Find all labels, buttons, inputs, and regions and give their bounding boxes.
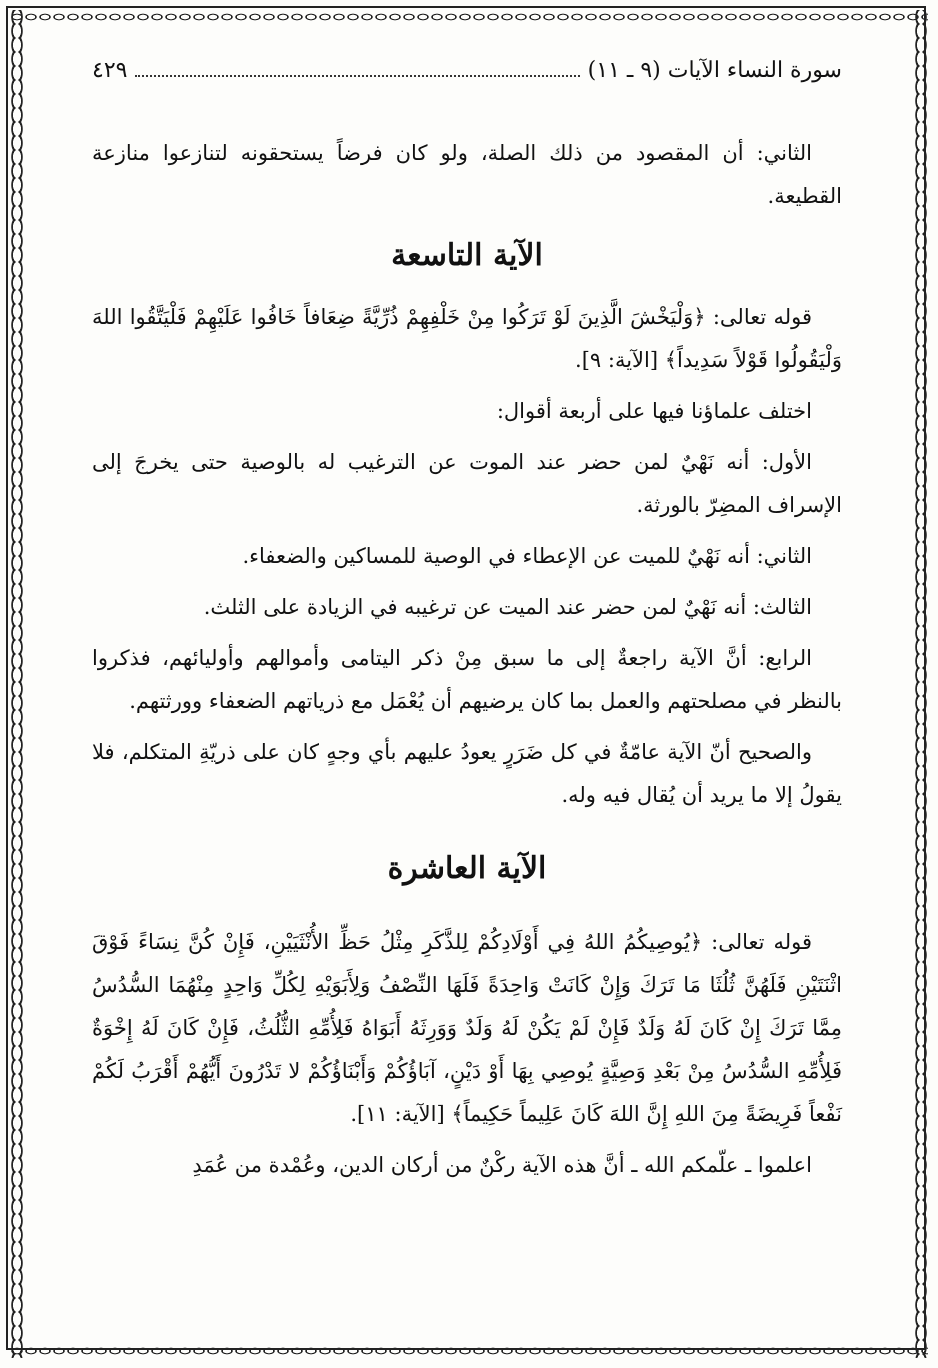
running-head-title: سورة النساء الآيات (٩ ـ ١١) (587, 58, 842, 83)
paragraph: الثاني: أن المقصود من ذلك الصلة، ولو كان فرضاً يستحقونه لتنازعوا منازعة القطيعة. (92, 141, 842, 208)
paragraph-verse-quote: قوله تعالى: ﴿يُوصِيكُمُ اللهُ فِي أَوْلَادِكُمْ لِلذَّكَرِ مِثْلُ حَظِّ الأُنْثَيَيْنِ، فَإِنْ كُنَّ نِسَاءً فَوْقَ اثْنَتَيْنِ فَلَهُنَّ ثُلُثَا مَا تَرَكَ وَإِنْ كَانَتْ وَاحِدَةً فَلَهَا النِّصْفُ وَلِأَبَوَيْهِ لِكُلِّ وَاحِدٍ مِنْهُمَا السُّدُسُ مِمَّا تَرَكَ إِنْ كَانَ لَهُ وَلَدٌ فَإِنْ لَمْ يَكُنْ لَهُ وَلَدٌ وَوَرِثَهُ أَبَوَاهُ فَلِأُمِّهِ الثُّلُثُ، فَإِنْ كَانَ لَهُ إِخْوَةٌ فَلِأُمِّهِ السُّدُسُ مِنْ بَعْدِ وَصِيَّةٍ يُوصِي بِهَا أَوْ دَيْنٍ، آبَاؤُكُمْ وَأَبْنَاؤُكُمْ لا تَدْرُونَ أَيُّهُمْ أَقْرَبُ لَكُمْ نَفْعاً فَرِيضَةً مِنَ اللهِ إِنَّ اللهَ كَانَ عَلِيماً حَكِيماً﴾ [الآية: ١١]. (92, 930, 842, 1126)
paragraph: والصحيح أنّ الآية عامّةٌ في كل ضَرَرٍ يعودُ عليهم بأي وجهٍ كان على ذريّةِ المتكلم، فلا يقولُ إلا ما يريد أن يُقال فيه وله. (92, 740, 842, 807)
leader-dots (135, 75, 579, 77)
paragraph: اعلموا ـ علّمكم الله ـ أنَّ هذه الآية ركْنٌ من أركان الدين، وعُمْدة من عُمَدِ (192, 1153, 812, 1177)
section-heading-tenth-verse: الآية العاشرة (387, 851, 547, 886)
section-heading-ninth-verse: الآية التاسعة (391, 238, 543, 273)
ornament-border-left (10, 10, 24, 1358)
running-header (92, 58, 842, 98)
paragraph: اختلف علماؤنا فيها على أربعة أقوال: (496, 399, 812, 423)
ornament-border-bottom (10, 1344, 928, 1358)
ornament-border-right (914, 10, 928, 1358)
paragraph-verse-quote: قوله تعالى: ﴿وَلْيَخْشَ الَّذِينَ لَوْ تَرَكُوا مِنْ خَلْفِهِمْ ذُرِّيَّةً ضِعَافاً خَافُوا عَلَيْهِمْ فَلْيَتَّقُوا اللهَ وَلْيَقُولُوا قَوْلاً سَدِيداً﴾ [الآية: ٩]. (92, 305, 842, 372)
page-number: ٤٢٩ (92, 58, 128, 83)
page-content (92, 58, 842, 1195)
ornament-border-top (10, 10, 928, 24)
paragraph: الأول: أنه نَهْيٌ لمن حضر عند الموت عن الترغيب له بالوصية حتى يخرجَ إلى الإسراف المضِرّ بالورثة. (92, 450, 842, 517)
paragraph: الثالث: أنه نَهْيٌ لمن حضر عند الميت عن ترغيبه في الزيادة على الثلث. (203, 595, 812, 619)
paragraph: الرابع: أنَّ الآية راجعةٌ إلى ما سبق مِنْ ذكر اليتامى وأموالهم وأوليائهم، فذكروا بالنظر في مصلحتهم والعمل بما كان يرضيهم أن يُعْمَل مع ذرياتهم الضعفاء وورثتهم. (92, 646, 842, 713)
paragraph: الثاني: أنه نَهْيٌ للميت عن الإعطاء في الوصية للمساكين والضعفاء. (242, 544, 812, 568)
